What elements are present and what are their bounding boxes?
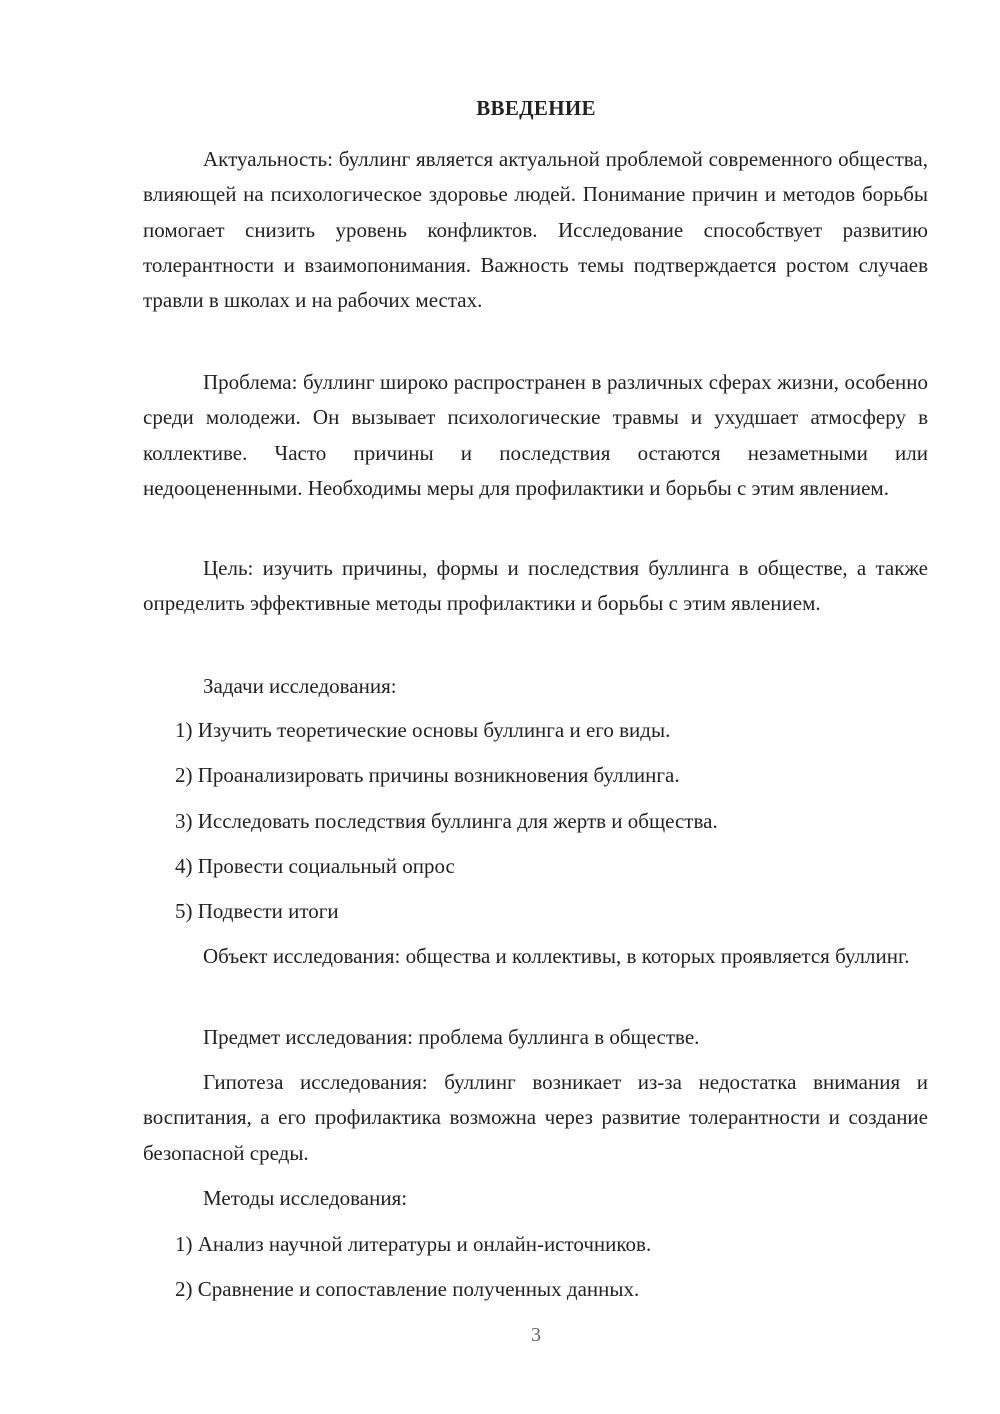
task-item: 3) Исследовать последствия буллинга для жертв и общества. [175, 809, 718, 833]
task-item: 1) Изучить теоретические основы буллинга и его виды. [175, 718, 671, 742]
hypothesis-paragraph: Гипотеза исследования: буллинг возникает из-за недостатка внимания и воспитания, а его профилактика возможна через развитие толерантности и создание безопасной среды. [143, 1070, 928, 1165]
methods-label: Методы исследования: [203, 1186, 408, 1210]
tasks-label: Задачи исследования: [203, 674, 397, 698]
goal-section [143, 551, 928, 622]
relevance-section [143, 142, 928, 318]
object-section [143, 939, 928, 974]
page-title: ВВЕДЕНИЕ [476, 96, 596, 120]
subject-paragraph: Предмет исследования: проблема буллинга в обществе. [203, 1025, 700, 1049]
task-item: 5) Подвести итоги [175, 899, 339, 923]
goal-paragraph: Цель: изучить причины, формы и последствия буллинга в обществе, а также определить эффективные методы профилактики и борьбы с этим явлением. [143, 556, 928, 616]
page-number: 3 [531, 1324, 541, 1346]
object-paragraph: Объект исследования: общества и коллективы, в которых проявляется буллинг. [203, 944, 910, 968]
problem-section [143, 365, 928, 506]
task-item: 2) Проанализировать причины возникновения буллинга. [175, 763, 680, 787]
method-item: 1) Анализ научной литературы и онлайн-источников. [175, 1232, 652, 1256]
hypothesis-section [143, 1065, 928, 1171]
relevance-paragraph: Актуальность: буллинг является актуальной проблемой современного общества, влияющей на психологическое здоровье людей. Понимание причин и методов борьбы помогает снизить уровень конфликтов. Исследование способствует развитию толерантности и взаимопонимания. Важность темы подтверждается ростом случаев травли в школах и на рабочих местах. [143, 147, 928, 313]
task-item: 4) Провести социальный опрос [175, 854, 455, 878]
problem-paragraph: Проблема: буллинг широко распространен в различных сферах жизни, особенно среди молодежи. Он вызывает психологические травмы и ухудшает атмосферу в коллективе. Часто причины и последствия остаются незаметными или недооцененными. Необходимы меры для профилактики и борьбы с этим явлением. [143, 370, 928, 500]
method-item: 2) Сравнение и сопоставление полученных данных. [175, 1277, 640, 1301]
